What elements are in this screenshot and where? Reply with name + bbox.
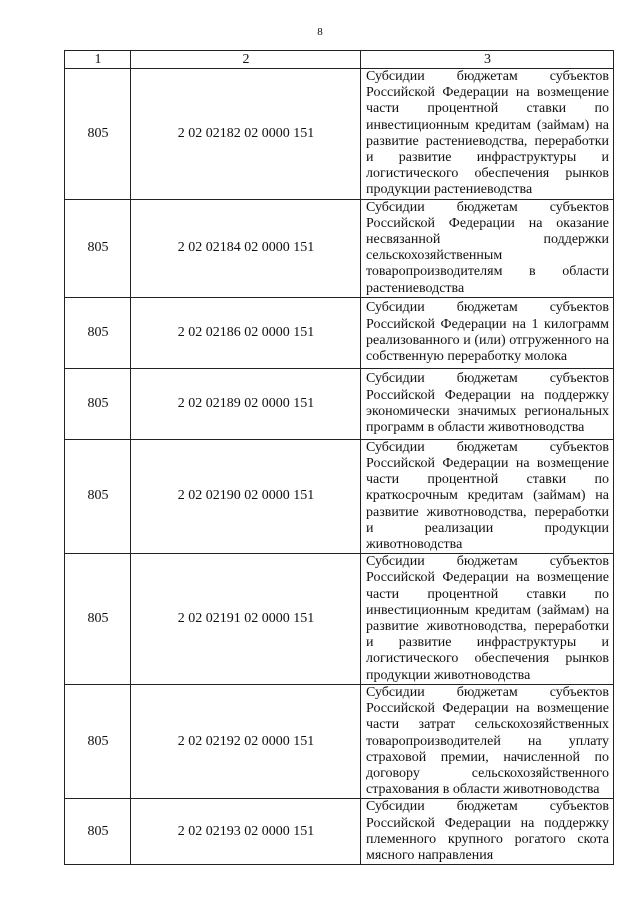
table-row — [65, 297, 614, 368]
page-number: 8 — [317, 26, 323, 38]
admin-code-cell: 805 — [65, 297, 131, 368]
description-cell: Субсидии бюджетам субъектов Российской Федерации на поддержку племенного крупного рогатого скота мясного направления — [361, 799, 614, 865]
description-cell: Субсидии бюджетам субъектов Российской Федерации на возмещение части процентной ставки по краткосрочным кредитам (займам) на развитие животноводства, переработки и реализации продукции животноводства — [361, 439, 614, 553]
admin-code-cell: 805 — [65, 439, 131, 553]
kbk-code-cell: 2 02 02186 02 0000 151 — [131, 297, 361, 368]
kbk-code-cell: 2 02 02191 02 0000 151 — [131, 554, 361, 685]
kbk-code-cell: 2 02 02182 02 0000 151 — [131, 69, 361, 200]
column-header-1: 1 — [65, 51, 131, 69]
header-row — [65, 51, 614, 69]
table-row — [65, 69, 614, 200]
table-row — [65, 439, 614, 553]
admin-code-cell: 805 — [65, 199, 131, 297]
admin-code-cell: 805 — [65, 368, 131, 439]
column-header-2: 2 — [131, 51, 361, 69]
table-row — [65, 554, 614, 685]
admin-code-cell: 805 — [65, 684, 131, 798]
column-header-3: 3 — [361, 51, 614, 69]
description-cell: Субсидии бюджетам субъектов Российской Федерации на возмещение части затрат сельскохозяйственных товаропроизводителей на уплату страховой премии, начисленной по договору сельскохозяйственного страхования в области животноводства — [361, 684, 614, 798]
table-row — [65, 799, 614, 865]
description-cell: Субсидии бюджетам субъектов Российской Федерации на поддержку экономически значимых региональных программ в области животноводства — [361, 368, 614, 439]
table-row — [65, 368, 614, 439]
admin-code-cell: 805 — [65, 799, 131, 865]
kbk-code-cell: 2 02 02189 02 0000 151 — [131, 368, 361, 439]
description-cell: Субсидии бюджетам субъектов Российской Федерации на возмещение части процентной ставки по инвестиционным кредитам (займам) на развитие растениеводства, переработки и развитие инфраструктуры и логистического обеспечения рынков продукции растениеводства — [361, 69, 614, 200]
admin-code-cell: 805 — [65, 554, 131, 685]
kbk-code-cell: 2 02 02193 02 0000 151 — [131, 799, 361, 865]
table-row — [65, 199, 614, 297]
table-row — [65, 684, 614, 798]
description-cell: Субсидии бюджетам субъектов Российской Федерации на оказание несвязанной поддержки сельскохозяйственным товаропроизводителям в области растениеводства — [361, 199, 614, 297]
kbk-code-cell: 2 02 02184 02 0000 151 — [131, 199, 361, 297]
description-cell: Субсидии бюджетам субъектов Российской Федерации на возмещение части процентной ставки по инвестиционным кредитам (займам) на развитие животноводства, переработки и развитие инфраструктуры и логистического обеспечения рынков продукции животноводства — [361, 554, 614, 685]
kbk-code-cell: 2 02 02192 02 0000 151 — [131, 684, 361, 798]
description-cell: Субсидии бюджетам субъектов Российской Федерации на 1 килограмм реализованного и (или) отгруженного на собственную переработку молока — [361, 297, 614, 368]
admin-code-cell: 805 — [65, 69, 131, 200]
kbk-code-cell: 2 02 02190 02 0000 151 — [131, 439, 361, 553]
budget-classification-table — [64, 50, 614, 865]
